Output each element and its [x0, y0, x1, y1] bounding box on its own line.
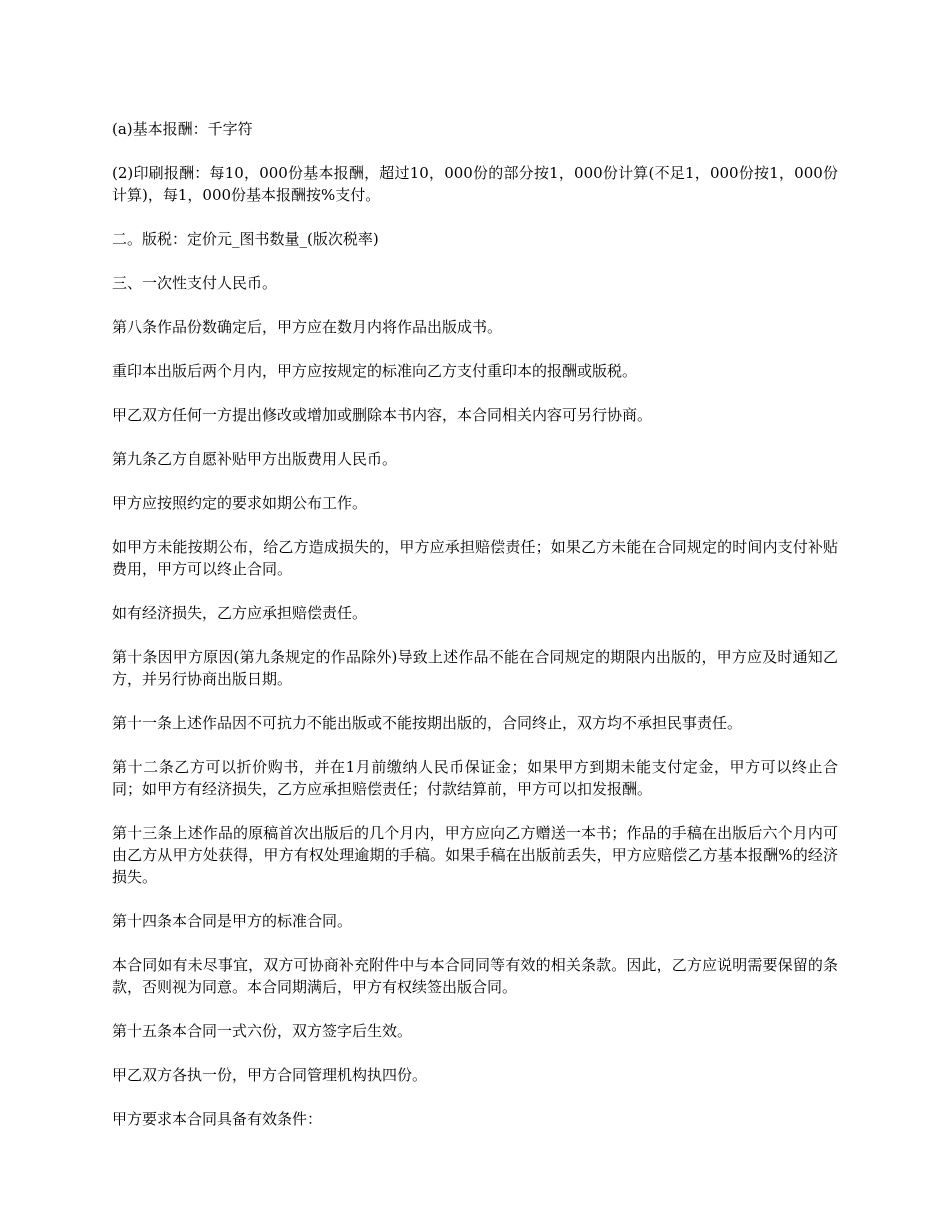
paragraph-article-12: 第十二条乙方可以折价购书，并在1月前缴纳人民币保证金；如果甲方到期未能支付定金，甲方可以终止合同；如甲方有经济损失，乙方应承担赔偿责任；付款结算前，甲方可以扣发报酬。	[112, 758, 838, 798]
paragraph-supplement: 本合同如有未尽事宜，双方可协商补充附件中与本合同同等有效的相关条款。因此，乙方应说明需要保留的条款，否则视为同意。本合同期满后，甲方有权续签出版合同。	[112, 956, 838, 996]
paragraph-delay-liability: 如甲方未能按期公布，给乙方造成损失的，甲方应承担赔偿责任；如果乙方未能在合同规定的时间内支付补贴费用，甲方可以终止合同。	[112, 538, 838, 578]
paragraph-article-8: 第八条作品份数确定后，甲方应在数月内将作品出版成书。	[112, 318, 503, 336]
paragraph-copies: 甲乙双方各执一份，甲方合同管理机构执四份。	[112, 1066, 428, 1084]
paragraph-article-10: 第十条因甲方原因(第九条规定的作品除外)导致上述作品不能在合同规定的期限内出版的，甲方应及时通知乙方，并另行协商出版日期。	[112, 648, 838, 688]
paragraph-article-13: 第十三条上述作品的原稿首次出版后的几个月内，甲方应向乙方赠送一本书；作品的手稿在出版后六个月内可由乙方从甲方处获得，甲方有权处理逾期的手稿。如果手稿在出版前丢失，甲方应赔偿乙方基本报酬%的经济损失。	[112, 824, 838, 886]
paragraph-article-14: 第十四条本合同是甲方的标准合同。	[112, 912, 353, 930]
paragraph-article-9: 第九条乙方自愿补贴甲方出版费用人民币。	[112, 450, 398, 468]
paragraph-economic-loss: 如有经济损失，乙方应承担赔偿责任。	[112, 604, 368, 622]
paragraph-publish-on-time: 甲方应按照约定的要求如期公布工作。	[112, 494, 368, 512]
paragraph-royalty: 二。版税：定价元_图书数量_(版次税率)	[112, 230, 379, 248]
paragraph-modification: 甲乙双方任何一方提出修改或增加或删除本书内容，本合同相关内容可另行协商。	[112, 406, 653, 424]
paragraph-basic-remuneration: (a)基本报酬：千字符	[112, 120, 253, 138]
paragraph-article-11: 第十一条上述作品因不可抗力不能出版或不能按期出版的，合同终止，双方均不承担民事责任。	[112, 714, 743, 732]
paragraph-reprint: 重印本出版后两个月内，甲方应按规定的标准向乙方支付重印本的报酬或版税。	[112, 362, 638, 380]
paragraph-printing-remuneration: (2)印刷报酬：每10，000份基本报酬，超过10，000份的部分按1，000份计算(不足1，000份按1，000份计算)，每1，000份基本报酬按%支付。	[112, 164, 838, 204]
paragraph-valid-conditions: 甲方要求本合同具备有效条件：	[112, 1110, 323, 1128]
paragraph-article-15: 第十五条本合同一式六份，双方签字后生效。	[112, 1022, 413, 1040]
paragraph-lump-sum: 三、一次性支付人民币。	[112, 274, 278, 292]
